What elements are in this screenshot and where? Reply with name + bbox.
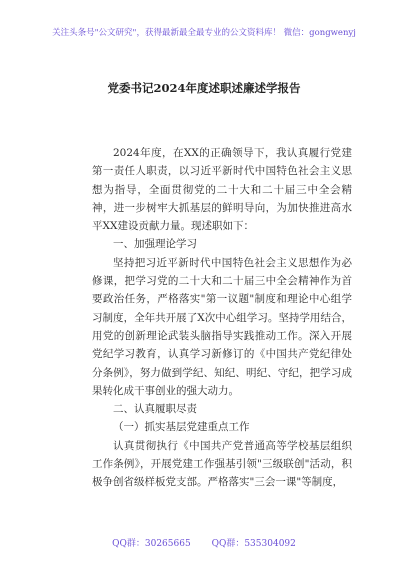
subsection-heading-1: （一）抓实基层党建重点工作 — [113, 421, 250, 434]
promo-header: 关注头条号"公文研究"，获得最新最全最专业的公文资料库！ 微信：gongwenyj — [52, 28, 356, 38]
document-body — [92, 144, 352, 492]
section-heading-2: 二、认真履职尽责 — [113, 403, 197, 416]
footer-contacts — [0, 536, 408, 549]
footer-qq-group-2: QQ群：535304092 — [211, 539, 296, 549]
document-title: 党委书记2024年度述职述廉述学报告 — [107, 81, 301, 95]
section-heading-1: 一、加强理论学习 — [113, 238, 197, 251]
paragraph-intro: 2024年度，在XX的正确领导下，我认真履行党建第一责任人职责，以习近平新时代中国特色社会主义思想为指导，全面贯彻党的二十大和二十届三中全会精神，进一步树牢大抓基层的鲜明导向，为加快推进高水平XX建设贡献力量。现述职如下： — [92, 147, 352, 233]
paragraph-party-building: 认真贯彻执行《中国共产党普通高等学校基层组织工作条例》，开展党建工作强基引领"三级联创"活动，积极争创省级样板党支部。严格落实"三会一课"等制度， — [92, 439, 352, 489]
footer-qq-group-1: QQ群：30265665 — [112, 539, 191, 549]
paragraph-study: 坚持把习近平新时代中国特色社会主义思想作为必修课，把学习党的二十大和二十届三中全会精神作为首要政治任务，严格落实"第一议题"制度和理论中心组学习制度，全年共开展了X次中心组学习。坚持学用结合，用党的创新理论武装头脑指导实践推动工作。深入开展党纪学习教育，认真学习新修订的《中国共产党纪律处分条例》，努力做到学纪、知纪、明纪、守纪，把学习成果转化成干事创业的强大动力。 — [92, 256, 352, 397]
